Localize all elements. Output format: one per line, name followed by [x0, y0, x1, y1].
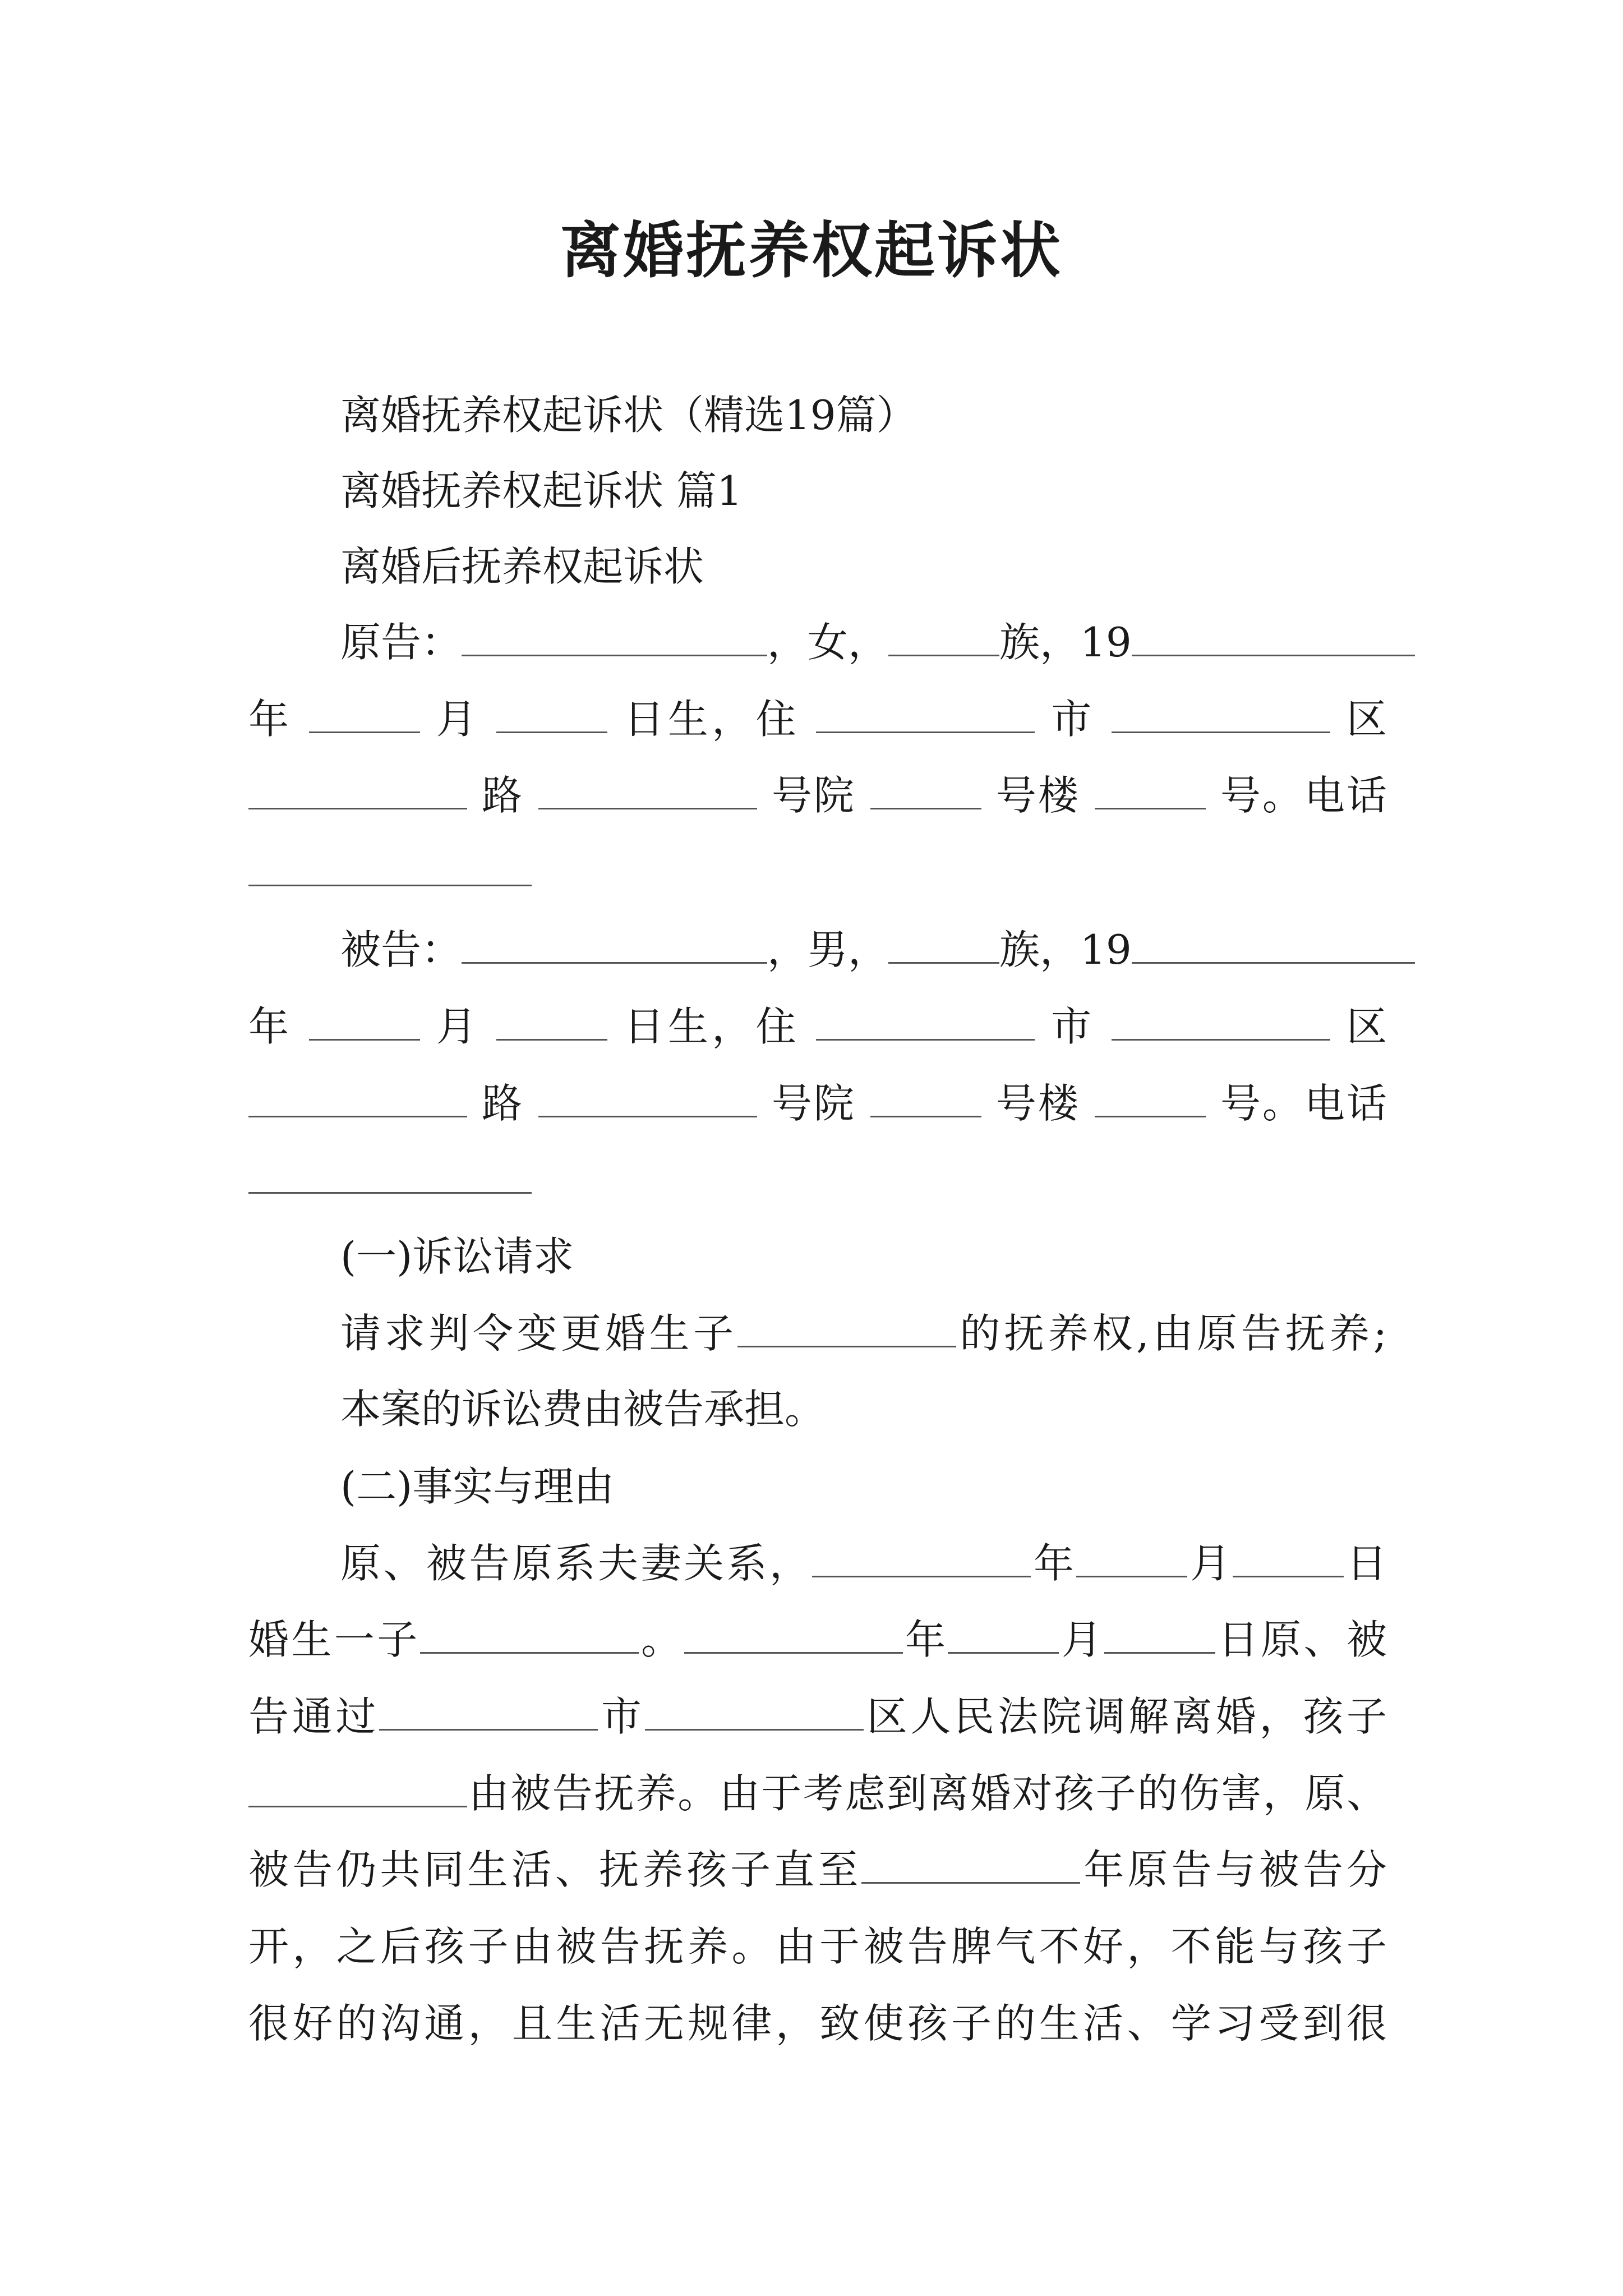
defendant-label: 被告：: [340, 926, 462, 973]
claims-line-1: 请求判令变更婚生子 的抚养权,由原告抚养;: [340, 1310, 1387, 1357]
facts-line-6: 开，之后孩子由被告抚养。由于被告脾气不好，不能与孩子: [248, 1923, 1387, 1970]
plaintiff-line-2: 年 月 日生，住 市 区: [248, 696, 1387, 743]
plaintiff-name-blank: [462, 618, 767, 656]
claims-heading: (一)诉讼请求: [340, 1233, 574, 1280]
defendant-name-blank: [462, 925, 767, 964]
defendant-phone-blank: [248, 1155, 532, 1194]
subtitle: 离婚抚养权起诉状（精选19篇）: [340, 392, 917, 439]
defendant-birthyear-blank: [1132, 925, 1415, 964]
document-title: 离婚抚养权起诉状: [560, 215, 1063, 286]
defendant-phone-blank-line: [248, 1152, 1387, 1208]
facts-line-2: 婚生一子 。 年 月 日原、被: [248, 1616, 1387, 1663]
facts-line-1: 原、被告原系夫妻关系， 年 月 日: [340, 1540, 1387, 1587]
plaintiff-birthyear-blank: [1132, 618, 1415, 656]
defendant-line-3: 路 号院 号楼 号。电话: [248, 1075, 1387, 1131]
facts-line-5: 被告仍共同生活、抚养孩子直至 年原告与被告分: [248, 1846, 1387, 1893]
plaintiff-ethnic-blank: [888, 618, 999, 656]
facts-line-4: 由被告抚养。由于考虑到离婚对孩子的伤害，原、: [248, 1765, 1387, 1821]
plaintiff-line-3: 路 号院 号楼 号。电话: [248, 767, 1387, 823]
plaintiff-phone-blank: [248, 848, 532, 886]
facts-heading: (二)事实与理由: [340, 1463, 615, 1510]
plaintiff-line-1: 原告： ，女， 族，19: [248, 614, 1387, 670]
claims-line-2: 本案的诉讼费由被告承担。: [340, 1386, 826, 1433]
doc-title: 离婚后抚养权起诉状: [340, 543, 704, 590]
plaintiff-phone-blank-line: [248, 844, 1387, 900]
defendant-line-1: 被告： ，男， 族，19: [248, 922, 1387, 978]
plaintiff-label: 原告：: [340, 619, 462, 666]
defendant-line-2: 年 月 日生，住 市 区: [248, 1003, 1387, 1050]
defendant-ethnic-blank: [888, 925, 999, 964]
facts-line-3: 告通过 市 区人民法院调解离婚，孩子: [248, 1693, 1387, 1740]
facts-line-7: 很好的沟通，且生活无规律，致使孩子的生活、学习受到很: [248, 2000, 1387, 2047]
section-heading: 离婚抚养权起诉状 篇1: [340, 467, 743, 514]
child-name-blank: [737, 1309, 956, 1347]
